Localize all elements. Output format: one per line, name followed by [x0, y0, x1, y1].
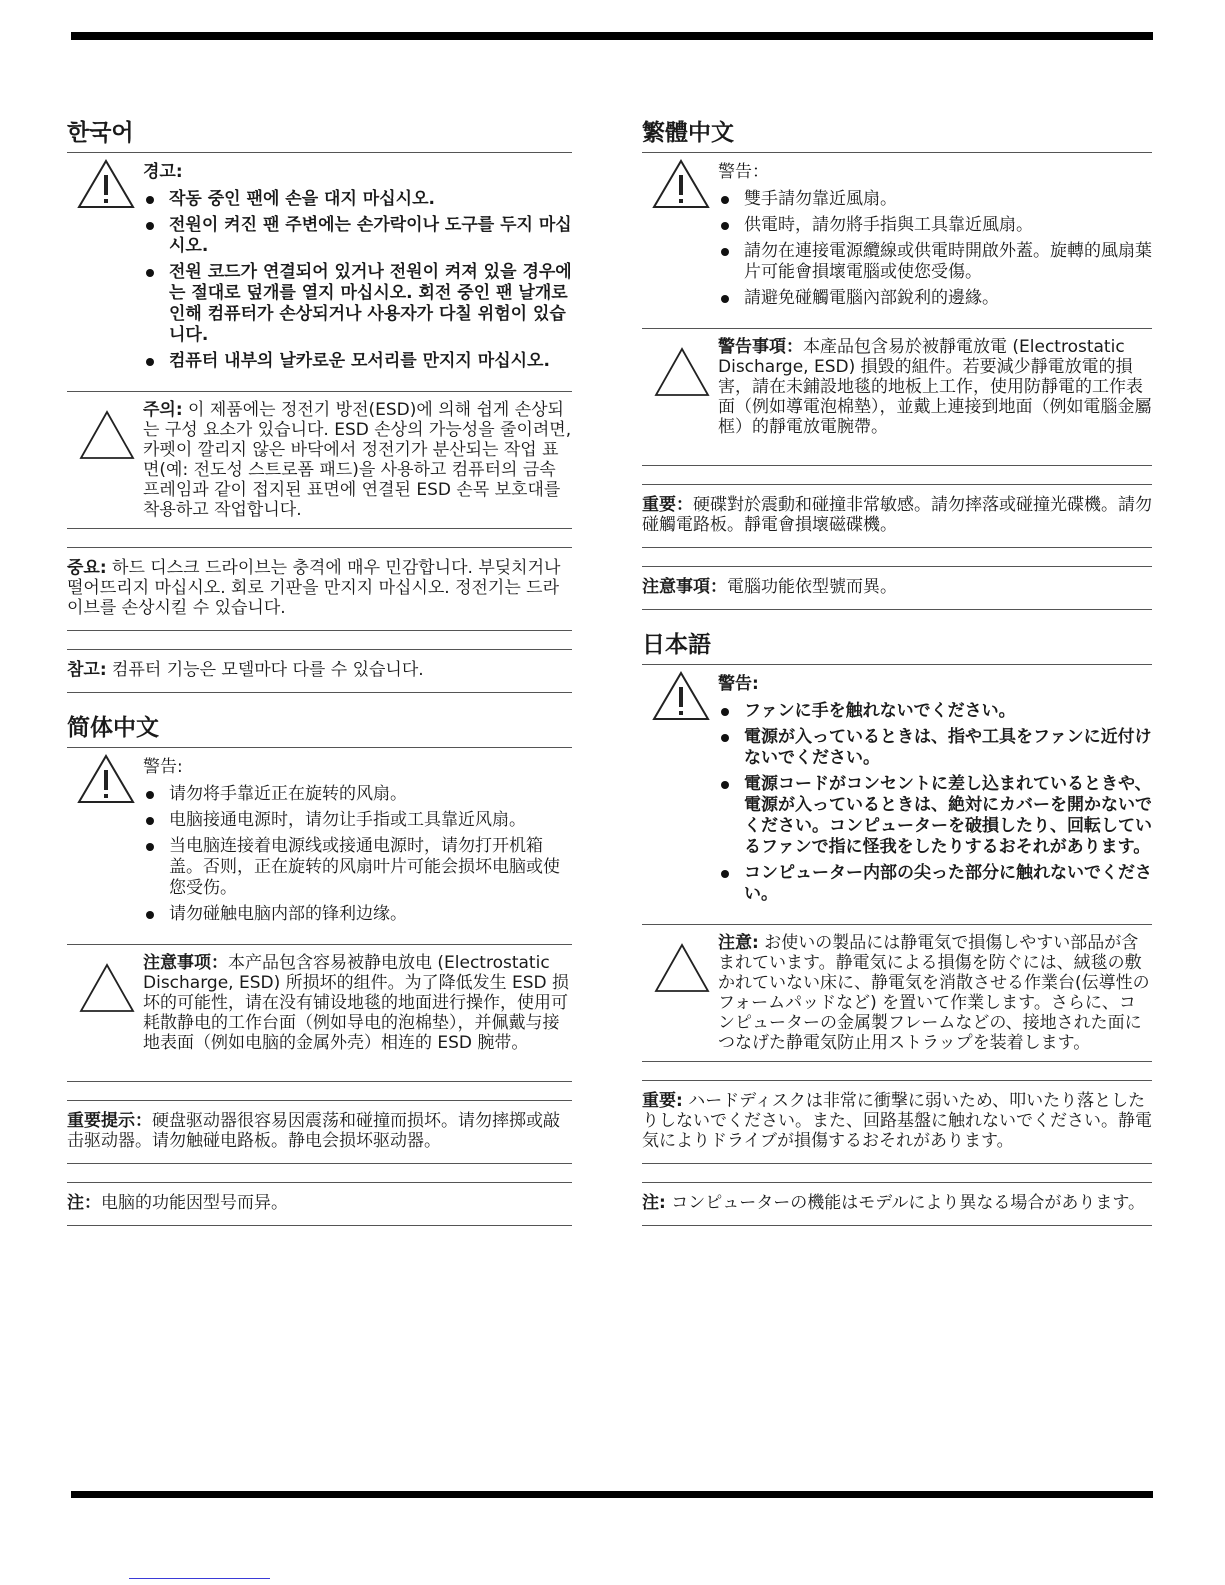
top-rule: [71, 32, 1153, 40]
important-text: 硬盘驱动器很容易因震荡和碰撞而损坏。请勿摔掷或敲击驱动器。请勿触碰电路板。静电会损坏驱动器。: [67, 1111, 560, 1151]
warning-icon: [652, 159, 710, 209]
warning-block: [642, 153, 1152, 324]
warning-item: 電源が入っているときは、指や工具をファンに近付けないでください。: [718, 727, 1152, 769]
important-label: 중요:: [67, 558, 107, 578]
note-text: 電腦功能依型號而異。: [727, 577, 897, 597]
right-column: [642, 118, 1152, 1226]
note-block: [67, 649, 572, 693]
important-block: [67, 1100, 572, 1164]
section-korean: [67, 118, 572, 693]
section-japanese: [642, 630, 1152, 1226]
important-text: 하드 디스크 드라이브는 충격에 매우 민감합니다. 부딪치거나 떨어뜨리지 마십시오. 회로 기판을 만지지 마십시오. 정전기는 드라이브를 손상시킬 수 있습니다.: [67, 558, 561, 618]
important-block: [67, 547, 572, 631]
caution-icon: [654, 347, 710, 397]
note-block: [67, 1182, 572, 1226]
warning-item: ファンに手を触れないでください。: [718, 701, 1152, 722]
warning-block: [67, 153, 572, 387]
note-text: コンピューターの機能はモデルにより異なる場合があります。: [665, 1193, 1146, 1213]
warning-item: 请勿将手靠近正在旋转的风扇。: [143, 784, 572, 805]
note-label: 注意事項：: [642, 577, 727, 597]
note-text: 电脑的功能因型号而异。: [101, 1193, 288, 1213]
warning-item: 請避免碰觸電腦內部銳利的邊緣。: [718, 288, 1152, 309]
caution-block: [67, 944, 572, 1082]
warning-list: [143, 189, 572, 372]
warning-icon: [77, 159, 135, 209]
warning-list: [143, 784, 572, 925]
caution-icon: [79, 410, 135, 460]
note-label: 참고:: [67, 660, 107, 680]
warning-icon: [77, 754, 135, 804]
caution-text: 本产品包含容易被静电放电 (Electrostatic Discharge, ESD) 所损坏的组件。为了降低发生 ESD 损坏的可能性，请在没有铺设地毯的地面进行操作，使用可耗散静电的工作台面（例如导电的泡棉垫），并佩戴与接地表面（例如电脑的金属外壳）相连的 ESD 腕带。: [143, 953, 570, 1053]
important-text: 硬碟對於震動和碰撞非常敏感。請勿摔落或碰撞光碟機。請勿碰觸電路板。靜電會損壞磁碟機。: [642, 495, 1152, 535]
caution-label: 注意:: [718, 933, 759, 953]
warning-item: コンピューター内部の尖った部分に触れないでください。: [718, 863, 1152, 905]
warning-list: [718, 189, 1152, 309]
section-traditional-chinese: [642, 118, 1152, 610]
warning-item: 작동 중인 팬에 손을 대지 마십시오.: [143, 189, 572, 210]
note-block: [642, 566, 1152, 610]
warning-label: 警告:: [718, 674, 759, 694]
warning-item: 电脑接通电源时，请勿让手指或工具靠近风扇。: [143, 810, 572, 831]
warning-icon: [652, 671, 710, 721]
caution-text: 이 제품에는 정전기 방전(ESD)에 의해 쉽게 손상되는 구성 요소가 있습니다. ESD 손상의 가능성을 줄이려면, 카펫이 깔리지 않은 바닥에서 정전기가 분산되는 작업 표면(예: 전도성 스트로폼 패드)을 사용하고 컴퓨터의 금속 프레임과 같이 접지된 표면에 연결된 ESD 손목 보호대를 착용하고 작업합니다.: [143, 400, 572, 520]
warning-block: [67, 748, 572, 940]
warning-item: 컴퓨터 내부의 날카로운 모서리를 만지지 마십시오.: [143, 351, 572, 372]
lang-title-japanese: 日本語: [642, 630, 1152, 665]
warning-label: 警告:: [143, 757, 183, 777]
lang-title-korean: 한국어: [67, 118, 572, 153]
warning-item: 雙手請勿靠近風扇。: [718, 189, 1152, 210]
note-block: [642, 1182, 1152, 1226]
caution-block: [67, 391, 572, 529]
important-label: 重要:: [642, 1091, 683, 1111]
bottom-rule: [71, 1491, 1153, 1498]
footer-link-underline: [129, 1578, 270, 1579]
warning-item: 전원이 켜진 팬 주변에는 손가락이나 도구를 두지 마십시오.: [143, 215, 572, 257]
lang-title-traditional-chinese: 繁體中文: [642, 118, 1152, 153]
note-label: 注：: [67, 1193, 101, 1213]
important-label: 重要：: [642, 495, 693, 515]
warning-label: 警告：: [718, 162, 769, 182]
warning-item: 供電時，請勿將手指與工具靠近風扇。: [718, 215, 1152, 236]
note-label: 注:: [642, 1193, 666, 1213]
caution-icon: [79, 963, 135, 1013]
section-simplified-chinese: [67, 713, 572, 1226]
warning-item: 请勿碰触电脑内部的锋利边缘。: [143, 904, 572, 925]
caution-text: お使いの製品には静電気で損傷しやすい部品が含まれています。静電気による損傷を防ぐには、絨毯の敷かれていない床に、静電気を消散させる作業台(伝導性のフォームパッドなど) を置いて作業します。さらに、コンピューターの金属製フレームなどの、接地された面につなげた静電気防止用ストラップを装着します。: [718, 933, 1150, 1053]
caution-label: 警告事項：: [718, 337, 803, 357]
important-label: 重要提示：: [67, 1111, 152, 1131]
warning-block: [642, 665, 1152, 920]
important-block: [642, 484, 1152, 548]
warning-item: 전원 코드가 연결되어 있거나 전원이 켜져 있을 경우에는 절대로 덮개를 열지 마십시오. 회전 중인 팬 날개로 인해 컴퓨터가 손상되거나 사용자가 다칠 위험이 있습니다.: [143, 262, 572, 346]
caution-text: 本產品包含易於被靜電放電 (Electrostatic Discharge, ESD) 損毀的組件。若要減少靜電放電的損害，請在未鋪設地毯的地板上工作，使用防靜電的工作表面（例如導電泡棉墊），並戴上連接到地面（例如電腦金屬框）的靜電放電腕帶。: [718, 337, 1152, 437]
caution-icon: [654, 943, 710, 993]
left-column: [67, 118, 572, 1226]
warning-item: 請勿在連接電源纜線或供電時開啟外蓋。旋轉的風扇葉片可能會損壞電腦或使您受傷。: [718, 241, 1152, 283]
lang-title-simplified-chinese: 简体中文: [67, 713, 572, 748]
note-text: 컴퓨터 기능은 모델마다 다를 수 있습니다.: [106, 660, 424, 680]
warning-label: 경고:: [143, 162, 183, 182]
caution-block: [642, 924, 1152, 1062]
important-block: [642, 1080, 1152, 1164]
caution-block: [642, 328, 1152, 466]
caution-label: 주의:: [143, 400, 183, 420]
important-text: ハードディスクは非常に衝撃に弱いため、叩いたり落としたりしないでください。また、回路基盤に触れないでください。静電気によりドライブが損傷するおそれがあります。: [642, 1091, 1152, 1151]
caution-label: 注意事项：: [143, 953, 228, 973]
warning-list: [718, 701, 1152, 905]
warning-item: 電源コードがコンセントに差し込まれているときや、電源が入っているときは、絶対にカバーを開かないでください。コンピューターを破損したり、回転しているファンで指に怪我をしたりするおそれがあります。: [718, 774, 1152, 858]
warning-item: 当电脑连接着电源线或接通电源时，请勿打开机箱盖。否则，正在旋转的风扇叶片可能会损坏电脑或使您受伤。: [143, 836, 572, 899]
